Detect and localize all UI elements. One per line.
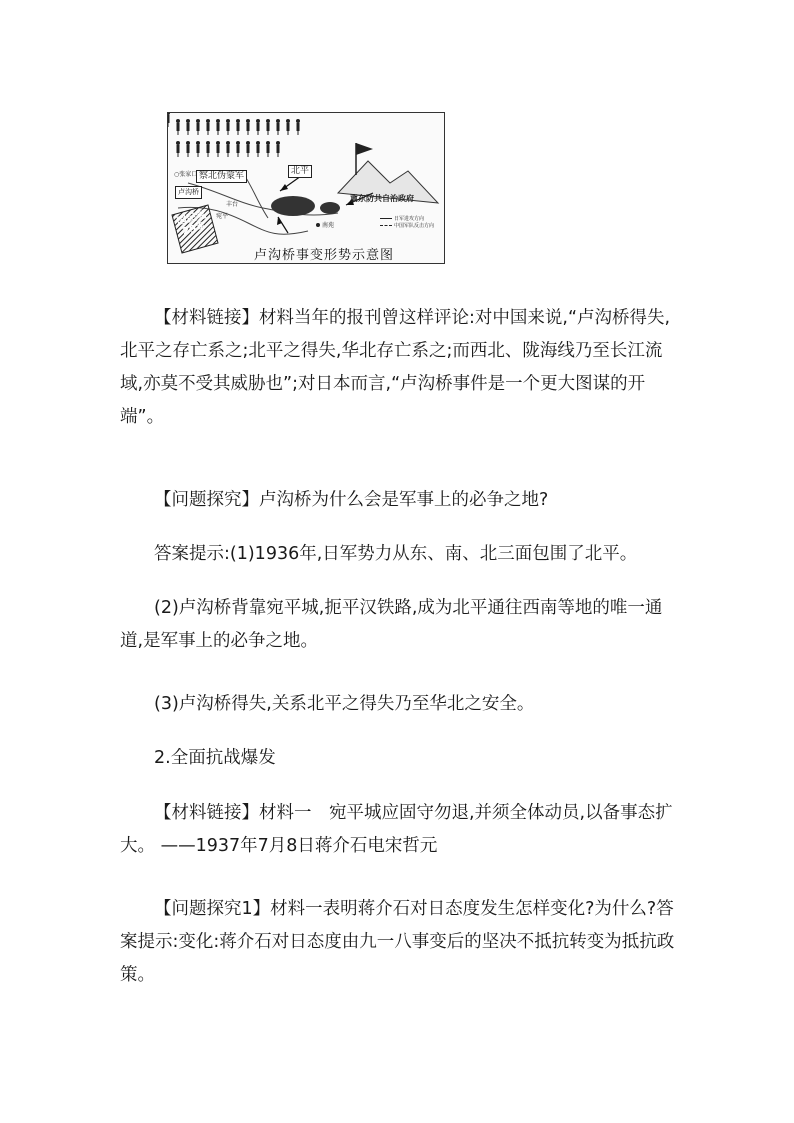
paragraph-question-explore: 【问题探究】卢沟桥为什么会是军事上的必争之地? [154, 490, 549, 510]
legend-japan: 日军进攻方向 [380, 216, 434, 223]
lugouqiao-situation-map [167, 112, 445, 264]
paragraph-material-one: 【材料链接】材料一 宛平城应固守勿退,并须全体动员,以备事态扩大。 ——1937年7月8日蒋介石电宋哲元 [120, 803, 673, 856]
section-heading-war-outbreak: 2.全面抗战爆发 [154, 748, 276, 768]
map-label-jidong: 冀东防共自治政府 [350, 194, 414, 203]
map-drawing [168, 113, 445, 264]
map-label-guomindang-army: 国民党29军 [175, 209, 208, 238]
paragraph-question-1: 【问题探究1】材料一表明蒋介石对日态度发生怎样变化?为什么?答案提示:变化:蒋介石对日态度由九一八事变后的坚决不抵抗转变为抵抗政策。 [120, 899, 675, 985]
legend-china: 中国军队反击方向 [380, 223, 434, 230]
paragraph-material-link: 【材料链接】材料当年的报刊曾这样评论:对中国来说,“卢沟桥得失,北平之存亡系之;北平之得失,华北存亡系之;而西北、陇海线乃至长江流域,亦莫不受其威胁也”;对日本而言,“卢沟桥事件是一个更大图谋的开端”。 [120, 308, 671, 427]
map-legend [380, 216, 434, 230]
paragraph-answer-1: 答案提示:(1)1936年,日军势力从东、南、北三面包围了北平。 [154, 544, 638, 564]
map-label-beiping: 北平 [288, 165, 312, 178]
map-caption: 卢沟桥事变形势示意图 [253, 248, 394, 263]
japanese-troops-icons [168, 113, 170, 127]
map-label-northeast-puppet: 察北伪蒙军 [196, 170, 247, 183]
map-label-fengtai: 丰台 [226, 201, 239, 208]
flag-icon [356, 143, 373, 155]
map-label-zhangjiakou: ○张家口 [174, 171, 198, 178]
dark-region-east [320, 202, 340, 214]
map-label-wanping: 宛平 [216, 213, 229, 220]
dark-region-west [271, 196, 315, 216]
paragraph-answer-2: (2)卢沟桥背靠宛平城,扼平汉铁路,成为北平通往西南等地的唯一通道,是军事上的必争之地。 [120, 598, 663, 651]
map-label-nanyuan: 南苑 [322, 222, 335, 229]
paragraph-answer-3: (3)卢沟桥得失,关系北平之得失乃至华北之安全。 [154, 694, 535, 714]
map-label-lugouqiao: 卢沟桥 [175, 186, 202, 199]
